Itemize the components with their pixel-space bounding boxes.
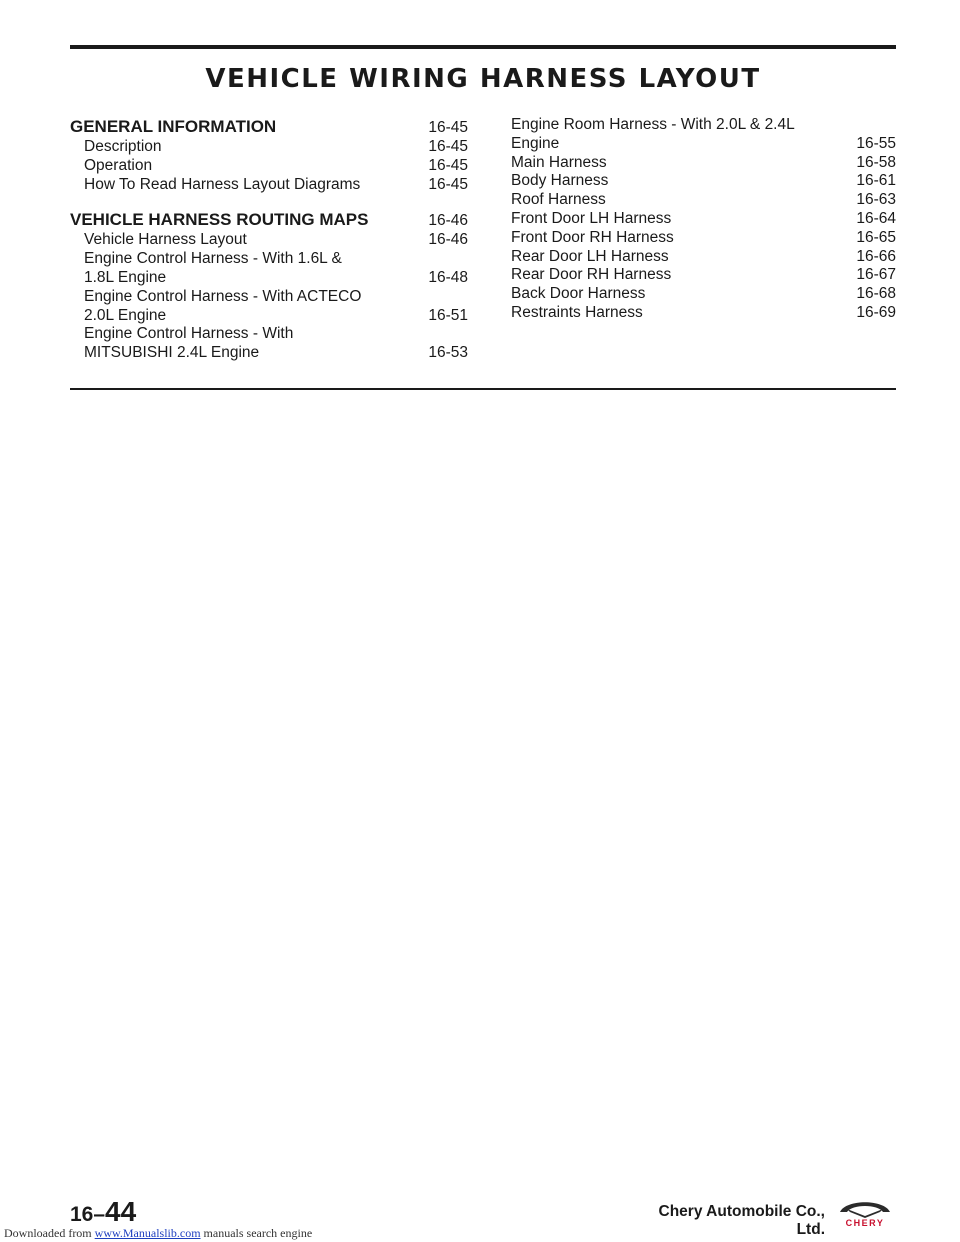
download-suffix: manuals search engine <box>200 1226 313 1240</box>
chery-logo-icon <box>836 1196 894 1228</box>
toc-entry-page: 16-45 <box>428 175 468 193</box>
toc-entry-page: 16-68 <box>856 285 896 303</box>
manualslib-link[interactable]: www.Manualslib.com <box>94 1226 201 1240</box>
toc-entry-label: How To Read Harness Layout Diagrams <box>84 175 361 193</box>
toc-section <box>70 209 468 363</box>
toc-entry-page: 16-45 <box>428 138 468 155</box>
toc-entry-label: Vehicle Harness Layout <box>84 231 247 249</box>
page-title: VEHICLE WIRING HARNESS LAYOUT <box>205 64 761 94</box>
toc-entry-page: 16-48 <box>428 268 468 286</box>
toc-entry-page: 16-53 <box>428 344 468 362</box>
page-number: 44 <box>105 1196 137 1227</box>
toc-entry[interactable] <box>70 288 468 326</box>
toc-entry-label: Front Door LH Harness <box>511 209 672 227</box>
toc-entry[interactable] <box>70 250 468 288</box>
toc-entry-label: Operation <box>84 156 153 174</box>
toc-entry-page: 16-67 <box>856 266 896 284</box>
toc-entry-page: 16-45 <box>428 156 468 174</box>
company-name: Chery Automobile Co., Ltd. <box>658 1203 825 1238</box>
toc-entry[interactable] <box>511 210 896 229</box>
toc-entry-label: Engine Control Harness - With 1.6L & 1.8L Engine <box>84 250 342 286</box>
toc-entry-label: Main Harness <box>511 153 607 171</box>
toc-right-column <box>511 116 896 323</box>
toc-entry-label: Engine Room Harness - With 2.0L & 2.4L Engine <box>511 116 795 152</box>
toc-entry-page: 16-55 <box>856 134 896 152</box>
toc-entry[interactable] <box>511 229 896 248</box>
toc-section-heading[interactable] <box>70 116 468 138</box>
toc-entry[interactable] <box>70 138 468 157</box>
toc-entry-label: Rear Door LH Harness <box>511 247 669 265</box>
toc-entry-label: Body Harness <box>511 172 609 190</box>
toc-entry[interactable] <box>511 285 896 304</box>
toc-entry-page: 16-58 <box>856 153 896 171</box>
toc-entry[interactable] <box>70 325 468 363</box>
toc-entry-page: 16-69 <box>856 303 896 321</box>
toc-entry[interactable] <box>511 191 896 210</box>
logo-wordmark: CHERY <box>845 1218 885 1228</box>
toc-entry[interactable] <box>511 154 896 173</box>
toc-entry[interactable] <box>70 176 468 195</box>
top-rule <box>70 45 896 49</box>
section-heading-page: 16-46 <box>428 212 468 230</box>
toc-left-column <box>70 116 468 378</box>
toc-entry-label: Rear Door RH Harness <box>511 266 672 284</box>
toc-entry[interactable] <box>511 304 896 323</box>
toc-entry-label: Front Door RH Harness <box>511 228 674 246</box>
section-heading-page: 16-45 <box>428 119 468 136</box>
toc-section-heading[interactable] <box>70 209 468 231</box>
footer-page-number <box>70 1196 136 1228</box>
toc-entry[interactable] <box>511 116 896 154</box>
toc-entry-label: Description <box>84 138 162 155</box>
toc-entry-label: Engine Control Harness - With ACTECO 2.0L Engine <box>84 287 362 324</box>
toc-entry[interactable] <box>511 248 896 267</box>
toc-entry-page: 16-51 <box>428 306 468 324</box>
toc-entry-page: 16-61 <box>856 172 896 190</box>
download-source-line <box>4 1226 312 1241</box>
toc-entry-label: Back Door Harness <box>511 285 646 303</box>
section-heading-label: VEHICLE HARNESS ROUTING MAPS <box>70 210 369 230</box>
toc-entry-page: 16-65 <box>856 228 896 246</box>
toc-entry[interactable] <box>511 266 896 285</box>
toc-entry-label: Engine Control Harness - With MITSUBISHI 2.4L Engine <box>84 325 294 362</box>
toc-section <box>70 116 468 194</box>
download-prefix: Downloaded from <box>4 1226 95 1240</box>
toc-entry-label: Roof Harness <box>511 191 606 209</box>
toc-entry[interactable] <box>70 231 468 250</box>
toc-entry-page: 16-46 <box>428 231 468 249</box>
bottom-rule <box>70 388 896 390</box>
toc-entry[interactable] <box>511 172 896 191</box>
toc-entry-page: 16-63 <box>856 191 896 209</box>
toc-entry[interactable] <box>70 157 468 176</box>
toc-entry-page: 16-64 <box>856 209 896 227</box>
toc-entry-label: Restraints Harness <box>511 303 643 321</box>
section-heading-label: GENERAL INFORMATION <box>70 117 277 136</box>
page-chapter-prefix: 16– <box>70 1203 106 1226</box>
toc-entry-page: 16-66 <box>856 247 896 265</box>
